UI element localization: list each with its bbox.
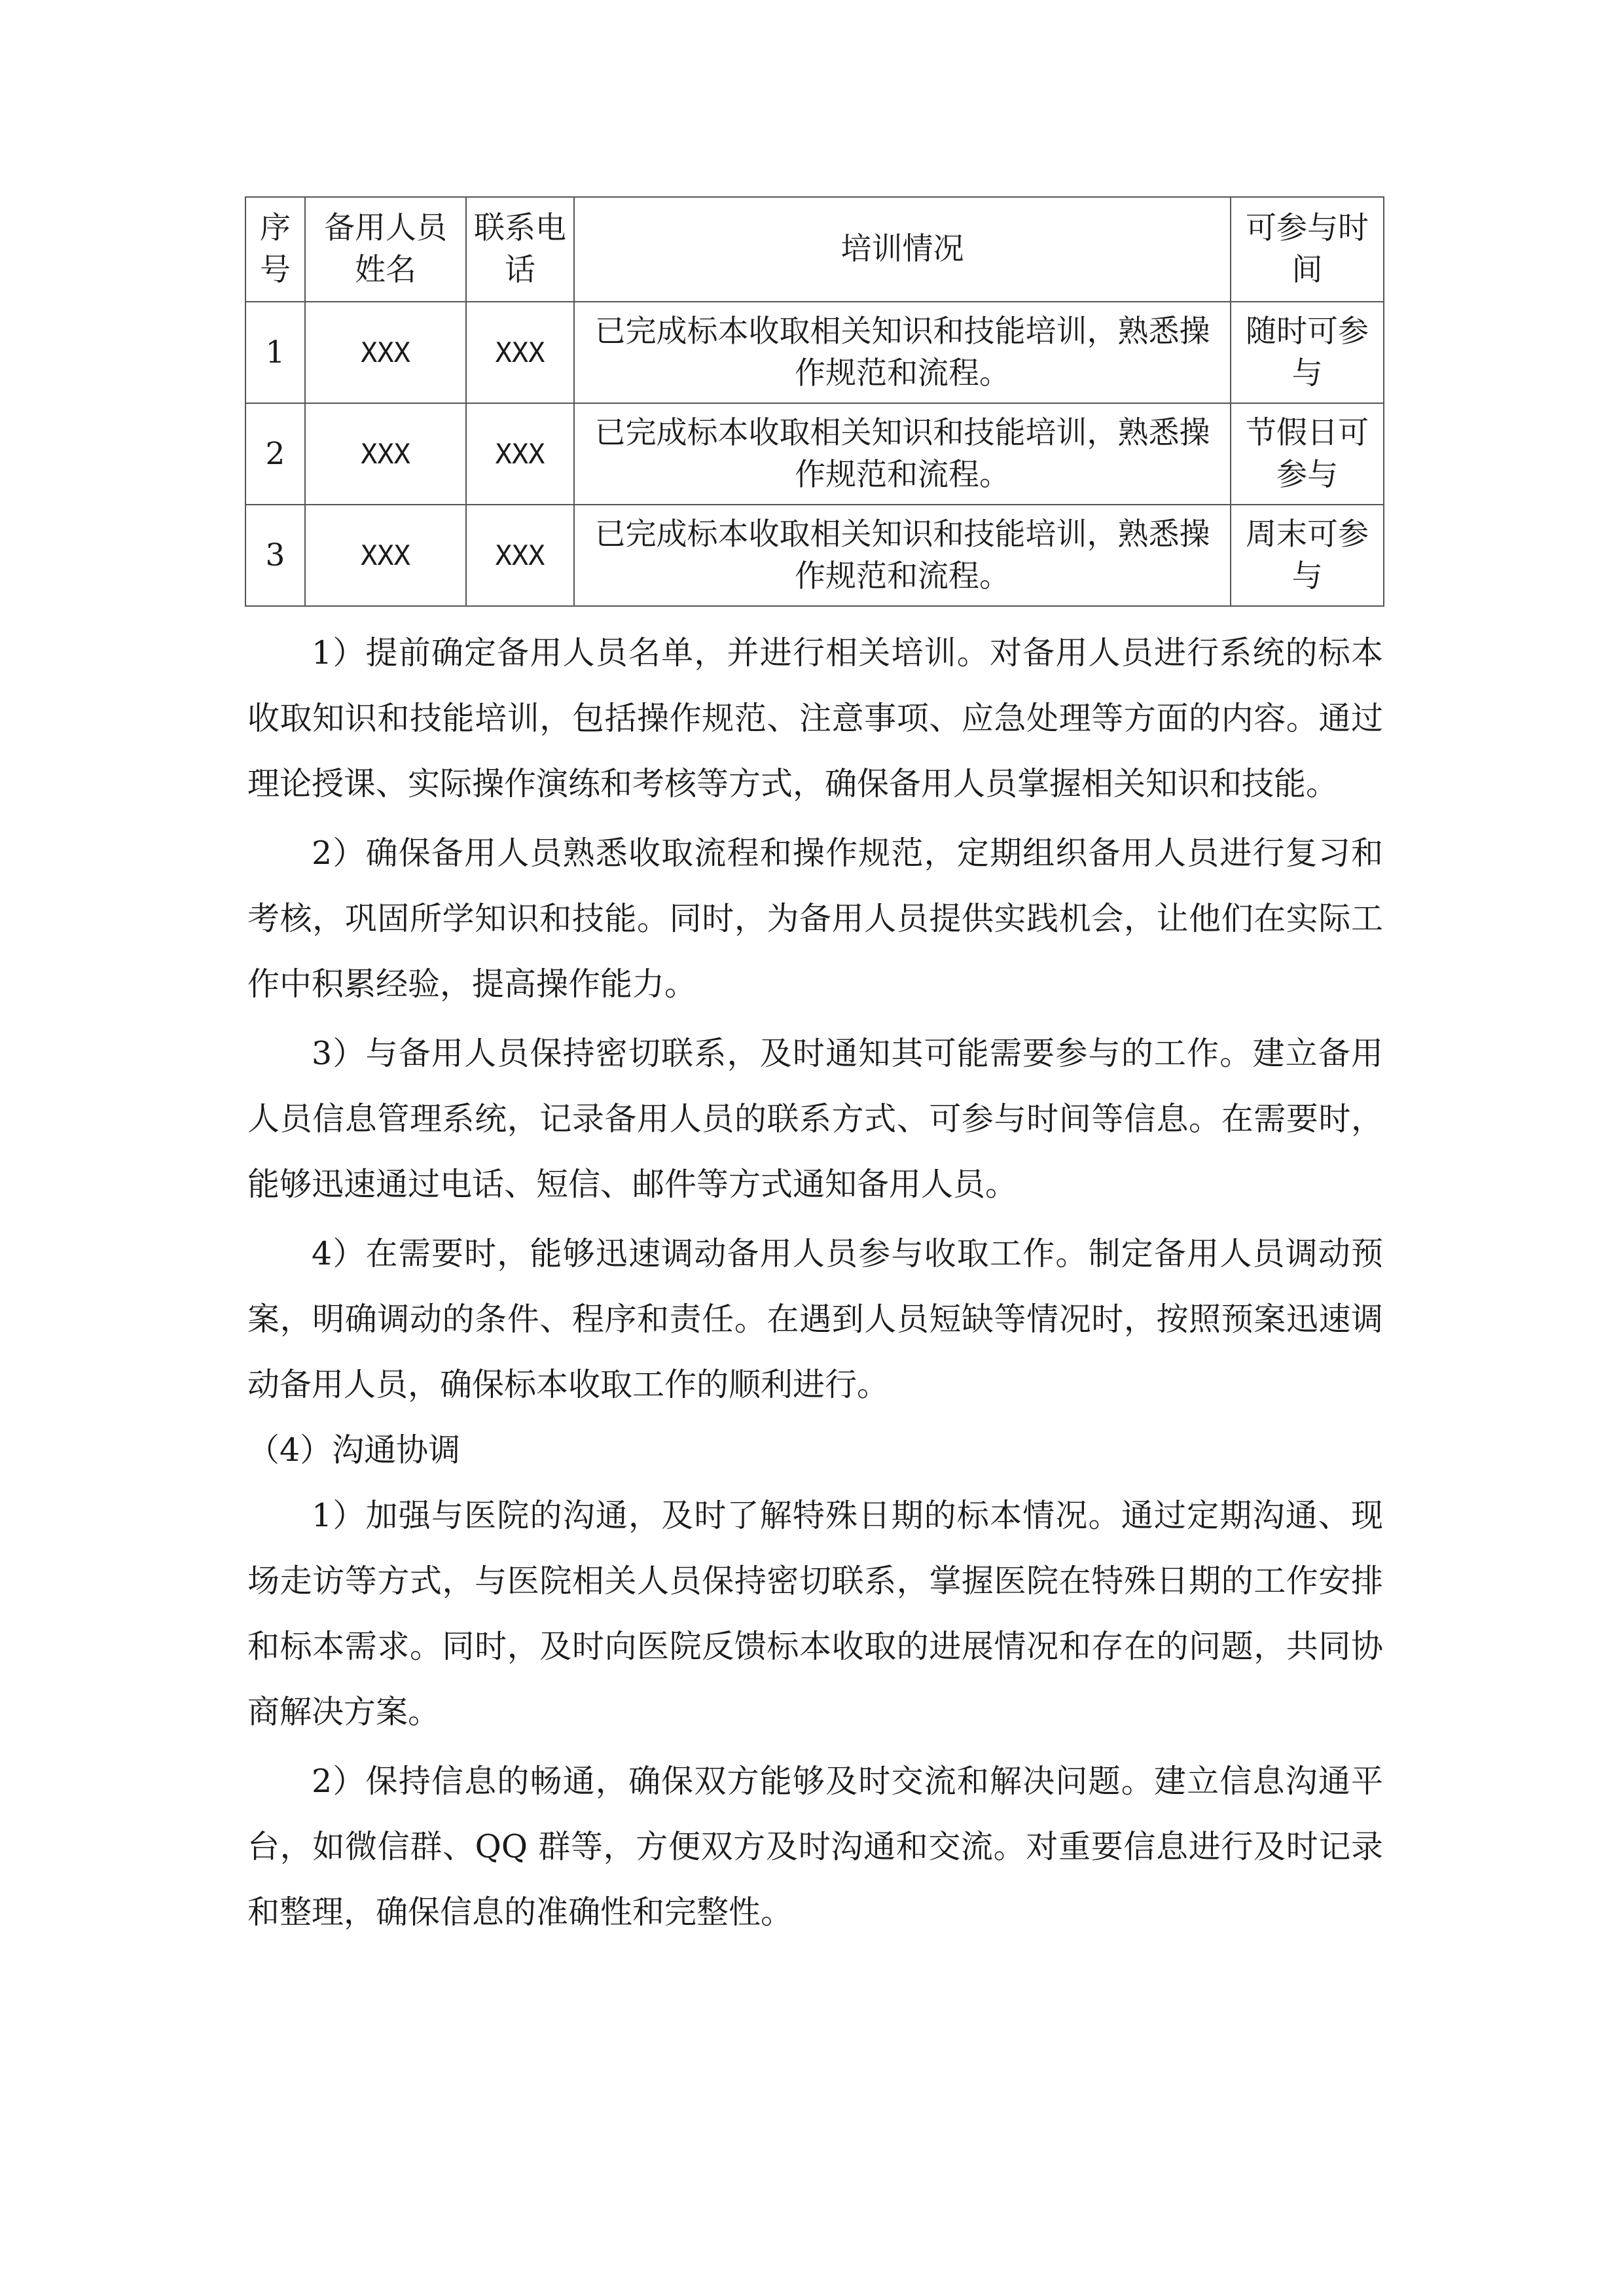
header-time: 可参与时间 — [1231, 197, 1384, 302]
header-name: 备用人员姓名 — [305, 197, 466, 302]
cell-no: 1 — [245, 302, 305, 403]
table-row — [245, 403, 1384, 505]
table-row — [245, 302, 1384, 403]
cell-time: 周末可参与 — [1231, 505, 1384, 606]
section-heading: （4）沟通协调 — [247, 1431, 461, 1469]
header-no: 序号 — [245, 197, 305, 302]
cell-time: 节假日可参与 — [1231, 403, 1384, 505]
cell-phone: XXX — [466, 403, 574, 505]
cell-no: 2 — [245, 403, 305, 505]
cell-name: XXX — [305, 403, 466, 505]
paragraph-prepare-list: 1）提前确定备用人员名单，并进行相关培训。对备用人员进行系统的标本收取知识和技能培训，包括操作规范、注意事项、应急处理等方面的内容。通过理论授课、实际操作演练和考核等方式，确保备用人员掌握相关知识和技能。 — [247, 634, 1383, 802]
paragraph-familiarize: 2）确保备用人员熟悉收取流程和操作规范，定期组织备用人员进行复习和考核，巩固所学知识和技能。同时，为备用人员提供实践机会，让他们在实际工作中积累经验，提高操作能力。 — [247, 834, 1383, 1003]
cell-name: XXX — [305, 505, 466, 606]
cell-training: 已完成标本收取相关知识和技能培训，熟悉操作规范和流程。 — [574, 505, 1231, 606]
body-text — [247, 620, 1383, 1945]
header-phone: 联系电话 — [466, 197, 574, 302]
backup-staff-table — [245, 196, 1384, 607]
paragraph-dispatch: 4）在需要时，能够迅速调动备用人员参与收取工作。制定备用人员调动预案，明确调动的条件、程序和责任。在遇到人员短缺等情况时，按照预案迅速调动备用人员，确保标本收取工作的顺利进行。 — [247, 1235, 1383, 1403]
paragraph-hospital-communication: 1）加强与医院的沟通，及时了解特殊日期的标本情况。通过定期沟通、现场走访等方式，与医院相关人员保持密切联系，掌握医院在特殊日期的工作安排和标本需求。同时，及时向医院反馈标本收取的进展情况和存在的问题，共同协商解决方案。 — [247, 1497, 1383, 1731]
cell-phone: XXX — [466, 302, 574, 403]
cell-training: 已完成标本收取相关知识和技能培训，熟悉操作规范和流程。 — [574, 302, 1231, 403]
paragraph-keep-contact: 3）与备用人员保持密切联系，及时通知其可能需要参与的工作。建立备用人员信息管理系统，记录备用人员的联系方式、可参与时间等信息。在需要时，能够迅速通过电话、短信、邮件等方式通知备用人员。 — [247, 1035, 1383, 1203]
cell-time: 随时可参与 — [1231, 302, 1384, 403]
header-training: 培训情况 — [574, 197, 1231, 302]
cell-no: 3 — [245, 505, 305, 606]
cell-phone: XXX — [466, 505, 574, 606]
cell-name: XXX — [305, 302, 466, 403]
table-row — [245, 505, 1384, 606]
table-header-row — [245, 197, 1384, 302]
paragraph-information-flow: 2）保持信息的畅通，确保双方能够及时交流和解决问题。建立信息沟通平台，如微信群、QQ 群等，方便双方及时沟通和交流。对重要信息进行及时记录和整理，确保信息的准确性和完整性。 — [247, 1763, 1383, 1931]
cell-training: 已完成标本收取相关知识和技能培训，熟悉操作规范和流程。 — [574, 403, 1231, 505]
